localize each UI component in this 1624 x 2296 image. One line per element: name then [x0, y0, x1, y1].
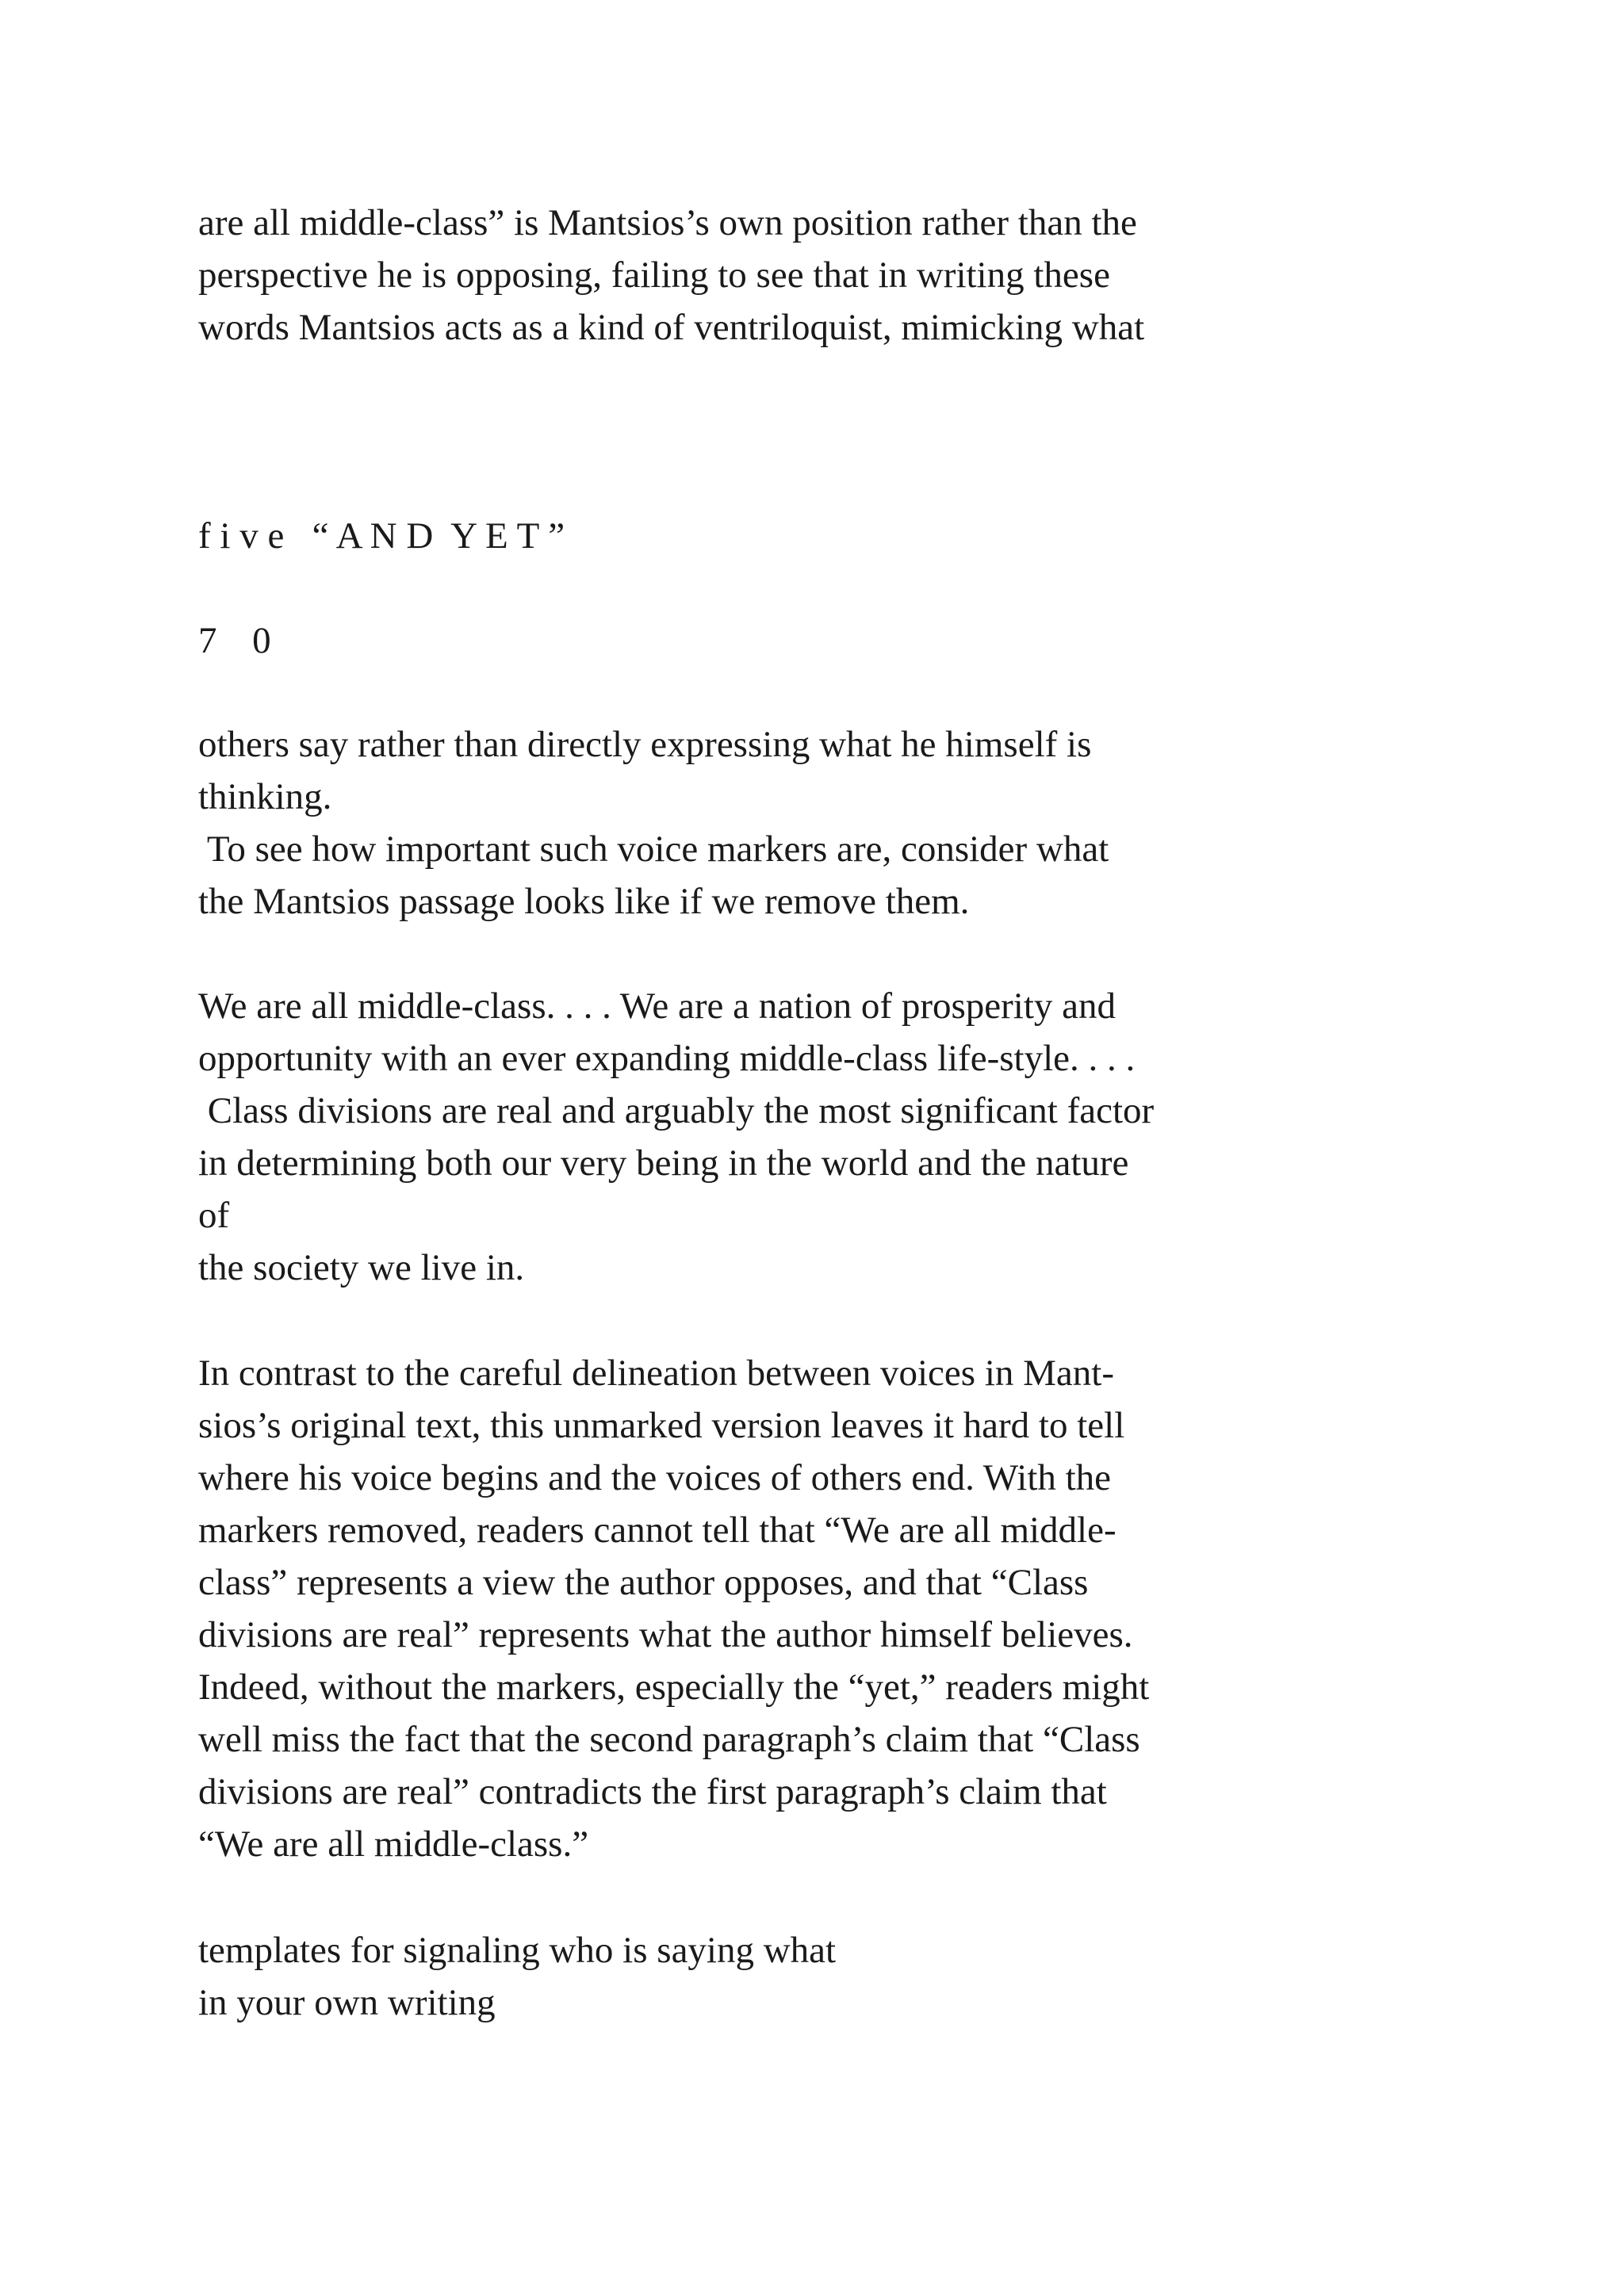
section-heading: templates for signaling who is saying what in your own writing	[198, 1930, 837, 2023]
running-head: f i v e “ A N D Y E T ”	[198, 515, 565, 557]
paragraph-contrast: In contrast to the careful delineation between voices in Mant- sios’s original text, this unmarked version leaves it hard to tell where his voice begins and the voices of others end. With the markers removed, readers cannot tell that “We are all middle- class” represents a view the author opposes, and that “Class divisions are real” represents what the author himself believes. Indeed, without the markers, especially the “yet,” readers might well miss the fact that the second paragraph’s claim that “Class divisions are real” contradicts the first paragraph’s claim that “We are all middle-class.”	[198, 1353, 1150, 1865]
unmarked-passage: We are all middle-class. . . . We are a nation of prosperity and opportunity with an ever expanding middle-class life-style. . . . Class divisions are real and arguably the most significant factor in determining both our very being in the world and the nature of the society we live in.	[198, 985, 1155, 1288]
paragraph-continued: are all middle-class” is Mantsios’s own position rather than the perspective he is opposing, failing to see that in writing these words Mantsios acts as a kind of ventriloquist, mimicking what	[198, 202, 1145, 348]
paragraph-voice-markers: others say rather than directly expressing what he himself is thinking. To see how important such voice markers are, consider what the Mantsios passage looks like if we remove them.	[198, 724, 1109, 922]
page-number: 7 0	[198, 620, 285, 661]
